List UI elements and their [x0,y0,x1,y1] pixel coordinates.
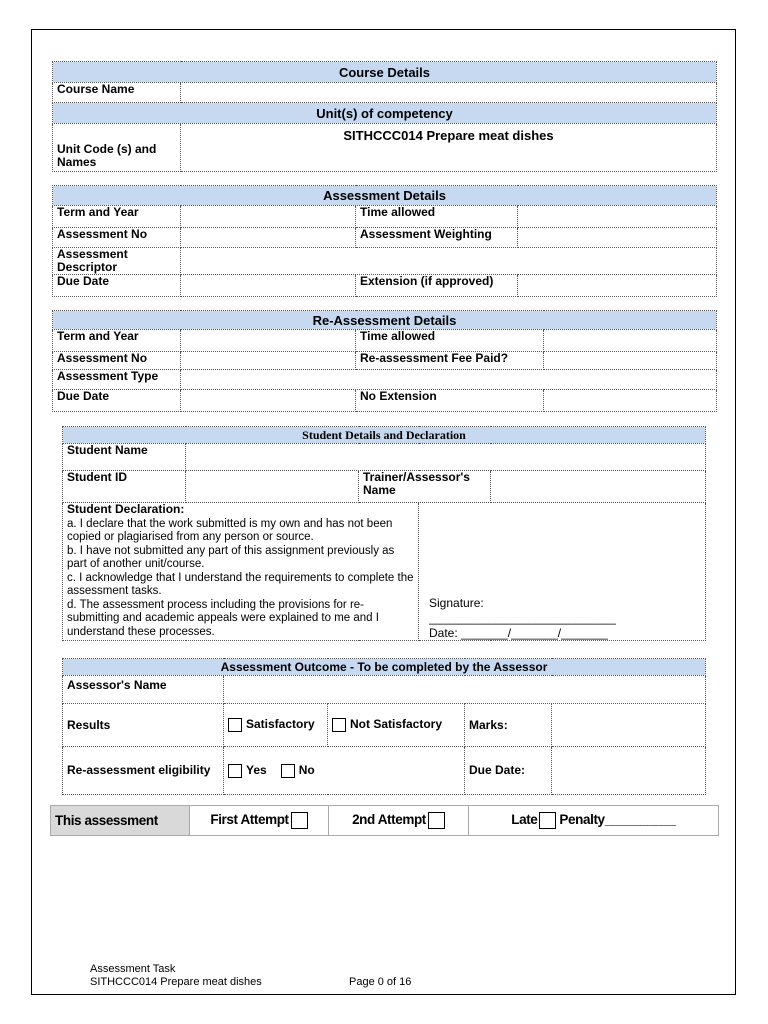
results-label: Results [63,704,224,747]
student-name-label: Student Name [63,444,186,471]
yes-checkbox[interactable] [228,764,242,778]
declaration-item-a: a. I declare that the work submitted is my own and has not been copied or plagiarised from any person or source. [67,517,393,543]
term-year-field[interactable] [181,206,356,228]
no-extension-field[interactable] [544,390,717,412]
declaration-item-d: d. The assessment process including the provisions for re-submitting and academic appeals were explained to me and I understand these processes. [67,598,379,638]
re-time-allowed-label: Time allowed [356,330,544,352]
re-time-allowed-field[interactable] [544,330,717,352]
satisfactory-checkbox[interactable] [228,718,242,732]
unit-code-label: Unit Code (s) and Names [53,124,181,172]
late-penalty-option[interactable] [469,806,719,836]
assessment-outcome-table [62,658,706,795]
reassessment-eligibility-label: Re-assessment eligibility [63,747,224,795]
no-extension-label: No Extension [356,390,544,412]
time-allowed-label: Time allowed [356,206,518,228]
course-details-table [52,61,717,172]
re-fee-paid-field[interactable] [544,352,717,370]
term-year-label: Term and Year [53,206,181,228]
student-details-header: Student Details and Declaration [63,427,706,444]
first-attempt-label: First Attempt [210,812,289,828]
assessment-no-label: Assessment No [53,228,181,248]
assessor-name-field[interactable] [224,676,706,704]
course-details-header: Course Details [53,62,717,83]
reassessment-details-table [52,310,717,412]
second-attempt-checkbox[interactable] [428,812,445,829]
outcome-due-date-field[interactable] [552,747,706,795]
student-details-table [62,426,706,641]
units-header: Unit(s) of competency [53,103,717,124]
first-attempt-checkbox[interactable] [291,812,308,829]
outcome-due-date-label: Due Date: [465,747,552,795]
late-label: Late [511,812,538,828]
re-fee-paid-label: Re-assessment Fee Paid? [356,352,544,370]
re-term-year-field[interactable] [181,330,356,352]
extension-field[interactable] [518,275,717,297]
re-assessment-no-field[interactable] [181,352,356,370]
eligibility-options [224,747,465,795]
no-checkbox[interactable] [281,764,295,778]
assessor-name-label: Assessor's Name [63,676,224,704]
second-attempt-label: 2nd Attempt [352,812,426,828]
not-satisfactory-label: Not Satisfactory [350,717,443,732]
second-attempt-option[interactable] [329,806,469,836]
trainer-name-field[interactable] [491,471,706,503]
satisfactory-option[interactable] [224,704,328,747]
marks-label: Marks: [465,704,552,747]
footer-page-number: Page 0 of 16 [349,976,412,988]
reassessment-details-header: Re-Assessment Details [53,311,717,330]
student-id-label: Student ID [63,471,186,503]
assessment-outcome-header: Assessment Outcome - To be completed by the Assessor [63,659,706,676]
marks-field[interactable] [552,704,706,747]
yes-label: Yes [246,762,267,777]
assessment-descriptor-field[interactable] [181,248,717,275]
trainer-name-label: Trainer/Assessor's Name [359,471,491,503]
declaration-item-c: c. I acknowledge that I understand the requirements to complete the assessment tasks. [67,571,414,597]
extension-label: Extension (if approved) [356,275,518,297]
satisfactory-label: Satisfactory [246,717,315,732]
student-name-field[interactable] [186,444,706,471]
time-allowed-field[interactable] [518,206,717,228]
footer-line1: Assessment Task [90,963,176,975]
re-assessment-type-field[interactable] [181,370,717,390]
course-name-label: Course Name [53,83,181,103]
course-name-field[interactable] [181,83,717,103]
signature-line: ____________________________ [429,612,616,625]
penalty-label: Penalty__________ [559,812,676,828]
first-attempt-option[interactable] [190,806,329,836]
unit-code-value: SITHCCC014 Prepare meat dishes [181,124,717,172]
footer-line2: SITHCCC014 Prepare meat dishes [90,976,262,988]
assessment-no-field[interactable] [181,228,356,248]
assessment-weighting-field[interactable] [518,228,717,248]
no-label: No [298,762,315,777]
student-declaration [63,503,419,641]
assessment-details-header: Assessment Details [53,186,717,206]
declaration-title: Student Declaration: [67,502,185,516]
late-checkbox[interactable] [539,812,556,829]
due-date-label: Due Date [53,275,181,297]
re-due-date-field[interactable] [181,390,356,412]
declaration-item-b: b. I have not submitted any part of this assignment previously as part of another unit/course. [67,544,395,570]
this-assessment-label: This assessment [51,806,190,836]
student-id-field[interactable] [186,471,359,503]
not-satisfactory-checkbox[interactable] [332,718,346,732]
attempt-table [50,805,719,836]
re-due-date-label: Due Date [53,390,181,412]
due-date-field[interactable] [181,275,356,297]
assessment-descriptor-label: Assessment Descriptor [53,248,181,275]
assessment-weighting-label: Assessment Weighting [356,228,518,248]
not-satisfactory-option[interactable] [328,704,465,747]
re-assessment-no-label: Assessment No [53,352,181,370]
re-term-year-label: Term and Year [53,330,181,352]
assessment-details-table [52,185,717,297]
signature-label: Signature: [429,596,484,610]
re-assessment-type-label: Assessment Type [53,370,181,390]
signature-area[interactable] [419,503,706,641]
date-line: Date: _______/_______/_______ [429,627,608,640]
